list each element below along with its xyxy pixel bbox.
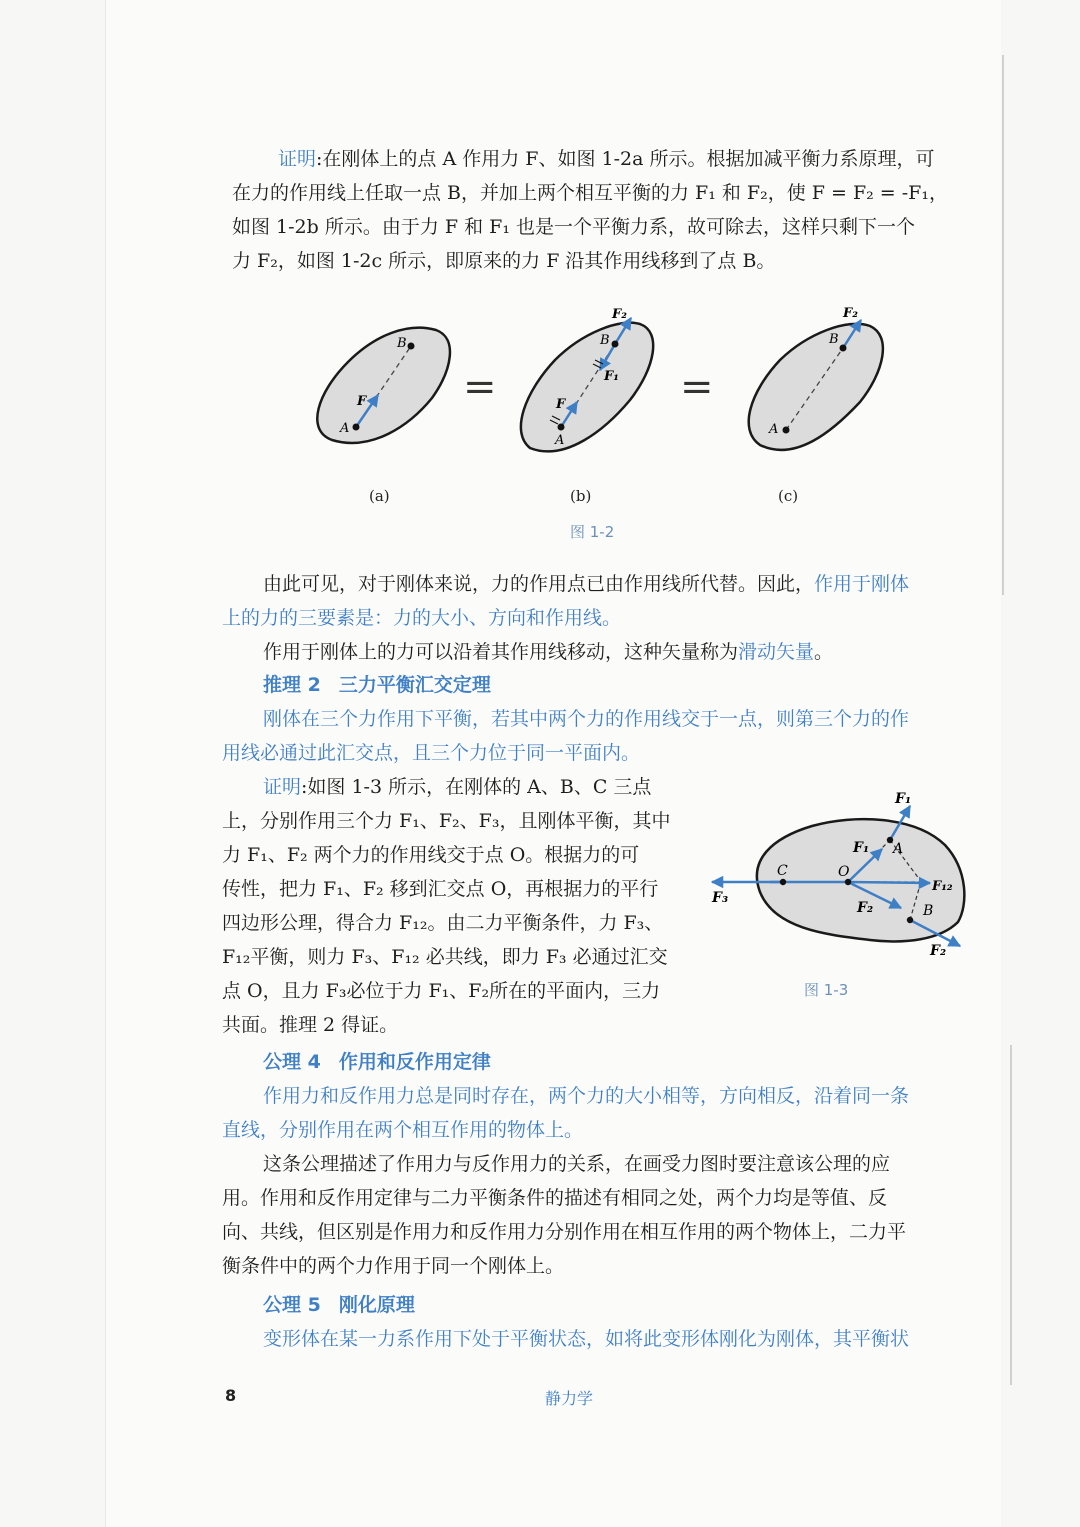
text-line: 传性，把力 F₁、F₂ 移到汇交点 O，再根据力的平行	[222, 878, 659, 900]
subfigure-label-b: (b)	[570, 487, 592, 505]
figure-caption-1-2: 图 1-2	[570, 523, 615, 541]
label-A: A	[340, 421, 350, 436]
text-line: 衡条件中的两个力作用于同一个刚体上。	[222, 1255, 565, 1277]
label-A: A	[555, 433, 565, 448]
figure-caption-1-3: 图 1-3	[804, 981, 849, 999]
page-number: 8	[225, 1386, 237, 1405]
section-heading-gongli-5: 公理 5 刚化原理	[263, 1294, 415, 1316]
text-line: 力 F₂，如图 1-2c 所示，即原来的力 F 沿其作用线移到了点 B。	[232, 250, 776, 272]
text-line: 上的力的三要素是：力的大小、方向和作用线。	[222, 607, 622, 629]
label-B: B	[397, 336, 407, 351]
label-F2-b: F₂	[930, 943, 947, 959]
equals-sign-1: =	[463, 364, 497, 410]
text-line: F₁₂平衡，则力 F₃、F₁₂ 必共线，即力 F₃ 必通过汇交	[222, 946, 668, 968]
section-heading-gongli-4: 公理 4 作用和反作用定律	[263, 1051, 491, 1073]
text-line: 上，分别作用三个力 F₁、F₂、F₃，且刚体平衡，其中	[222, 810, 671, 832]
label-F: F	[357, 394, 367, 409]
label-F2: F₂	[612, 307, 627, 322]
label-F2: F₂	[857, 900, 874, 916]
text-line: 力 F₁、F₂ 两个力的作用线交于点 O。根据力的可	[222, 844, 640, 866]
text-line: 由此可见，对于刚体来说，力的作用点已由作用线所代替。因此，作用于刚体	[263, 573, 910, 595]
text-line: 用。作用和反作用定律与二力平衡条件的描述有相同之处，两个力均是等值、反	[222, 1187, 888, 1209]
text-line: 证明:如图 1-3 所示，在刚体的 A、B、C 三点	[263, 776, 652, 798]
subfigure-label-c: (c)	[778, 487, 799, 505]
text-line: 在力的作用线上任取一点 B，并加上两个相互平衡的力 F₁ 和 F₂，使 F = F₂ = -F₁，	[232, 182, 948, 204]
text-line: 证明:在刚体上的点 A 作用力 F、如图 1-2a 所示。根据加减平衡力系原理，可	[278, 148, 935, 170]
label-F1: F₁	[895, 791, 912, 807]
label-F1: F₁	[604, 369, 619, 384]
text-line: 如图 1-2b 所示。由于力 F 和 F₁ 也是一个平衡力系，故可除去，这样只剩下一个	[232, 216, 915, 238]
label-C: C	[777, 863, 788, 879]
text-line: 共面。推理 2 得证。	[222, 1014, 399, 1036]
label-O: O	[838, 864, 850, 880]
text-line: 直线，分别作用在两个相互作用的物体上。	[222, 1119, 584, 1141]
section-heading-tuili-2: 推理 2 三力平衡汇交定理	[263, 674, 491, 696]
label-F: F	[556, 397, 566, 412]
label-F1-o: F₁	[853, 840, 870, 856]
text-line: 四边形公理，得合力 F₁₂。由二力平衡条件，力 F₃、	[222, 912, 664, 934]
label-B: B	[600, 333, 610, 348]
text-line: 这条公理描述了作用力与反作用力的关系，在画受力图时要注意该公理的应	[263, 1153, 891, 1175]
proof-label: 证明	[263, 776, 302, 798]
page-edge-line	[1010, 1045, 1012, 1385]
subfigure-label-a: (a)	[369, 487, 390, 505]
equals-sign-2: =	[680, 364, 714, 410]
label-F2: F₂	[843, 306, 858, 321]
text-line: 作用于刚体上的力可以沿着其作用线移动，这种矢量称为滑动矢量。	[263, 641, 834, 663]
chapter-title: 静力学	[545, 1389, 594, 1408]
label-F3: F₃	[712, 890, 729, 906]
text-line: 点 O，且力 F₃必位于力 F₁、F₂所在的平面内，三力	[222, 980, 661, 1002]
text-line: 刚体在三个力作用下平衡，若其中两个力的作用线交于一点，则第三个力的作	[263, 708, 910, 730]
label-A: A	[769, 422, 779, 437]
text-line: 变形体在某一力系作用下处于平衡状态，如将此变形体刚化为刚体，其平衡状	[263, 1328, 910, 1350]
proof-label: 证明	[278, 148, 317, 170]
label-B: B	[923, 903, 934, 919]
text-line: 用线必通过此汇交点，且三个力位于同一平面内。	[222, 742, 641, 764]
label-B: B	[829, 332, 839, 347]
label-F12: F₁₂	[932, 879, 953, 894]
text-line: 向、共线，但区别是作用力和反作用力分别作用在相互作用的两个物体上，二力平	[222, 1221, 907, 1243]
label-A: A	[893, 841, 904, 857]
text-line: 作用力和反作用力总是同时存在，两个力的大小相等，方向相反，沿着同一条	[263, 1085, 910, 1107]
